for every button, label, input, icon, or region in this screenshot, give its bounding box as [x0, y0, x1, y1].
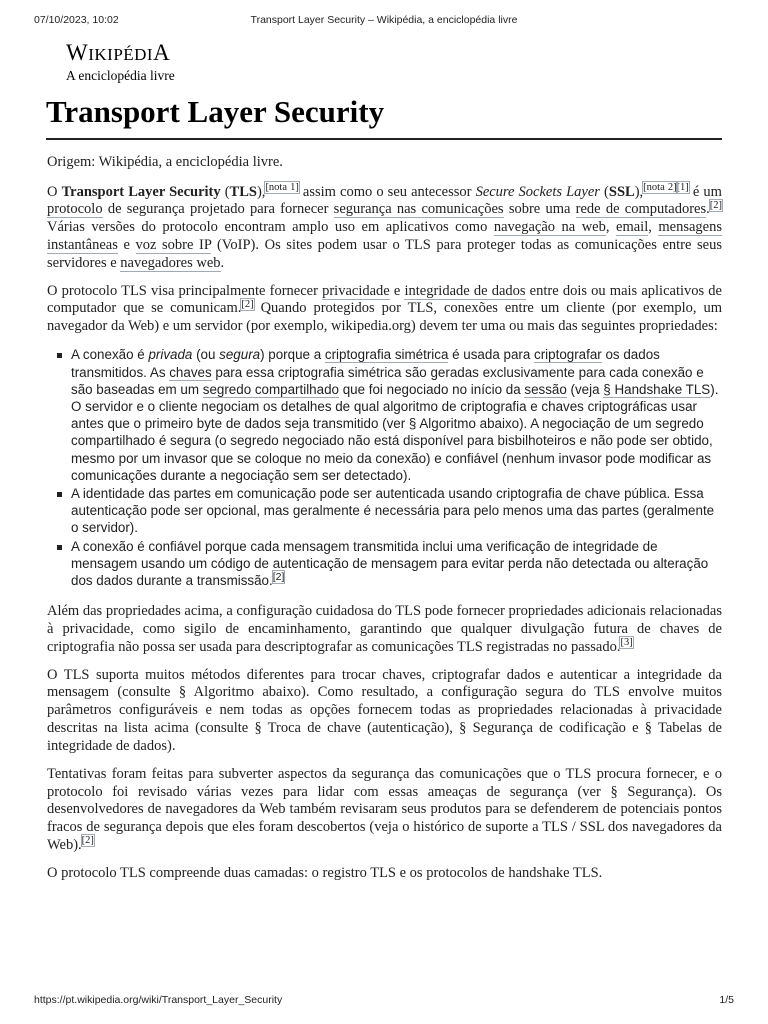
- paragraph-layers: O protocolo TLS compreende duas camadas: o registro TLS e os protocolos de handshake TLS.: [47, 864, 603, 881]
- list-item: A conexão é confiável porque cada mensagem transmitida inclui uma verificação de integridade de mensagem usando um código de autenticação de mensagem para evitar perda não detectada ou alteração dos dados durante a transmissão.[2]: [71, 538, 722, 590]
- print-page-title: Transport Layer Security – Wikipédia, a enciclopédia livre: [250, 14, 518, 26]
- reference-citation[interactable]: [2]: [81, 834, 94, 846]
- link-criptografia-simetrica[interactable]: criptografia simétrica: [324, 347, 449, 363]
- paragraph-goals: O protocolo TLS visa principalmente fornecer privacidade e integridade de dados entre dois ou mais aplicativos de computador que se comunicam.[2] Quando protegidos por TLS, conexões entre um cliente (por exemplo, um navegador da Web) e um servidor (por exemplo, wikipedia.org) devem ter uma ou mais das seguintes propriedades:: [47, 282, 722, 335]
- link-email[interactable]: email: [616, 219, 649, 236]
- reference-note[interactable]: [nota 2]: [643, 181, 677, 193]
- link-sessao[interactable]: sessão: [524, 381, 567, 397]
- link-chaves[interactable]: chaves: [169, 364, 212, 380]
- origin-note: Origem: Wikipédia, a enciclopédia livre.: [47, 154, 283, 170]
- paragraph-attacks: Tentativas foram feitas para subverter aspectos da segurança das comunicações que o TLS procura fornecer, e o protocolo foi revisado várias vezes para lidar com essas ameaças de segurança (ver § Segurança). Os desenvolvedores de navegadores da Web também revisaram seus produtos para se defenderem de potenciais pontos fracos de segurança depois que eles foram descobertos (veja o histórico de suporte a TLS / SSL dos navegadores da Web).[2]: [47, 765, 722, 853]
- link-navegadores-web[interactable]: navegadores web: [120, 254, 221, 271]
- reference-citation[interactable]: [2]: [272, 570, 285, 583]
- logo-wordmark-w: W: [66, 40, 89, 65]
- wikipedia-logo[interactable]: [66, 40, 175, 83]
- print-url: https://pt.wikipedia.org/wiki/Transport_Layer_Security: [34, 994, 283, 1006]
- reference-citation[interactable]: [2]: [709, 199, 722, 211]
- article-content: [47, 154, 722, 893]
- link-privacidade[interactable]: privacidade: [322, 282, 390, 299]
- reference-note[interactable]: [nota 1]: [265, 181, 299, 193]
- italic-term: Secure Sockets Layer: [475, 183, 600, 200]
- link-seguranca-comunicacoes[interactable]: segurança nas comunicações: [333, 201, 504, 218]
- properties-list: [47, 346, 722, 589]
- bold-term: TLS: [229, 183, 257, 200]
- reference-citation[interactable]: [1]: [676, 181, 689, 193]
- reference-citation[interactable]: [3]: [620, 636, 633, 648]
- logo-wordmark-a: A: [153, 40, 171, 65]
- link-mensagens-instantaneas[interactable]: mensagens instantâneas: [47, 219, 722, 253]
- link-protocolo[interactable]: protocolo: [47, 201, 103, 218]
- bold-term: Transport Layer Security: [61, 183, 221, 200]
- logo-tagline: A enciclopédia livre: [66, 68, 175, 83]
- paragraph-intro: O Transport Layer Security (TLS),[nota 1] assim como o seu antecessor Secure Sockets Layer (SSL),[nota 2][1] é um protocolo de segurança projetado para fornecer segurança nas comunicações sobre uma rede de computadores.[2] Várias versões do protocolo encontram amplo uso em aplicativos como navegação na web, email, mensagens instantâneas e voz sobre IP (VoIP). Os sites podem usar o TLS para proteger todas as comunicações entre seus servidores e navegadores web.: [47, 181, 722, 271]
- link-voz-sobre-ip[interactable]: voz sobre IP: [135, 236, 212, 253]
- link-rede-computadores[interactable]: rede de computadores: [575, 201, 707, 218]
- paragraph-methods: O TLS suporta muitos métodos diferentes para trocar chaves, criptografar dados e autenticar a integridade da mensagem (consulte § Algoritmo abaixo). Como resultado, a configuração segura do TLS envolve muitos parâmetros configuráveis e nem todas as opções fornecem todas as propriedades relacionadas à privacidade descritas na lista acima (consulte § Troca de chave (autenticação), § Segurança de codificação e § Tabelas de integridade de dados).: [47, 666, 722, 754]
- link-handshake-tls[interactable]: § Handshake TLS: [603, 381, 711, 397]
- bold-term: SSL: [608, 183, 635, 200]
- page-title: Transport Layer Security: [46, 92, 722, 140]
- link-integridade-dados[interactable]: integridade de dados: [404, 282, 526, 299]
- link-navegacao-web[interactable]: navegação na web: [493, 219, 606, 236]
- reference-citation[interactable]: [2]: [241, 298, 254, 310]
- logo-wordmark: [66, 40, 175, 68]
- page-number: 1/5: [719, 994, 734, 1006]
- link-segredo-compartilhado[interactable]: segredo compartilhado: [202, 381, 339, 397]
- paragraph-additional-properties: Além das propriedades acima, a configuração cuidadosa do TLS pode fornecer propriedades adicionais relacionadas à privacidade, como sigilo de encaminhamento, garantindo que qualquer divulgação futura de chaves de criptografia não possa ser usada para descriptografar as comunicações TLS registradas no passado.[3]: [47, 603, 722, 655]
- logo-wordmark-middle: IKIPÉDI: [88, 45, 154, 64]
- print-datetime: 07/10/2023, 10:02: [34, 14, 119, 26]
- list-item: A identidade das partes em comunicação pode ser autenticada usando criptografia de chave pública. Essa autenticação pode ser opcional, mas geralmente é necessária para pelo menos uma das partes (geralmente o servidor).: [71, 485, 722, 537]
- link-criptografar[interactable]: criptografar: [534, 347, 602, 363]
- list-item: A conexão é privada (ou segura) porque a criptografia simétrica é usada para criptografar os dados transmitidos. As chaves para essa criptografia simétrica são geradas exclusivamente para cada conexão e são baseadas em um segredo compartilhado que foi negociado no início da sessão (veja § Handshake TLS). O servidor e o cliente negociam os detalhes de qual algoritmo de criptografia e chaves criptográficas usar antes que o primeiro byte de dados seja transmitido (ver § Algoritmo abaixo). A negociação de um segredo compartilhado é segura (o segredo negociado não está disponível para bisbilhoteiros e não pode ser obtido, mesmo por um invasor que se coloque no meio da conexão) e confiável (nenhum invasor pode modificar as comunicações durante a negociação sem ser detectado).: [71, 346, 722, 484]
